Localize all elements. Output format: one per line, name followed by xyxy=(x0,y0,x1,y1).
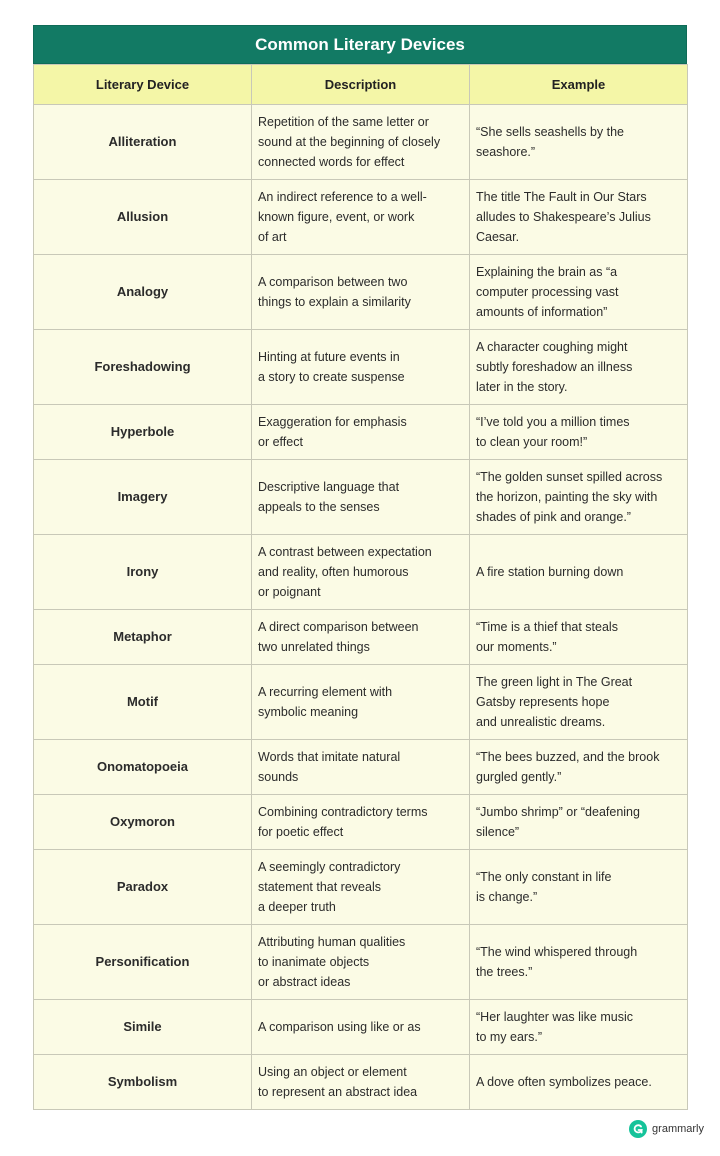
table-row xyxy=(34,180,688,255)
example-cell xyxy=(470,795,688,850)
example-cell xyxy=(470,610,688,665)
device-name-cell: Personification xyxy=(34,925,252,1000)
example-cell xyxy=(470,180,688,255)
description-line: to inanimate objects xyxy=(258,955,370,969)
description-line: Words that imitate natural xyxy=(258,750,401,764)
example-line: Caesar. xyxy=(476,230,520,244)
description-line: A comparison using like or as xyxy=(258,1020,421,1034)
grammarly-logo xyxy=(629,1120,704,1138)
description-line: connected words for effect xyxy=(258,155,405,169)
table-row xyxy=(34,610,688,665)
description-line: A direct comparison between xyxy=(258,620,419,634)
description-line: of art xyxy=(258,230,287,244)
example-line: Gatsby represents hope xyxy=(476,695,610,709)
example-line: amounts of information” xyxy=(476,305,608,319)
device-name-cell: Hyperbole xyxy=(34,405,252,460)
description-line: to represent an abstract idea xyxy=(258,1085,418,1099)
description-line: Descriptive language that xyxy=(258,480,400,494)
description-line: statement that reveals xyxy=(258,880,381,894)
table-row xyxy=(34,665,688,740)
example-line: The title The Fault in Our Stars xyxy=(476,190,647,204)
header-description: Description xyxy=(252,65,470,105)
example-line: The green light in The Great xyxy=(476,675,633,689)
device-name-cell: Paradox xyxy=(34,850,252,925)
example-line: to my ears.” xyxy=(476,1030,542,1044)
device-name-cell: Symbolism xyxy=(34,1055,252,1110)
description-line: sounds xyxy=(258,770,299,784)
device-name-cell: Allusion xyxy=(34,180,252,255)
example-cell xyxy=(470,740,688,795)
example-cell xyxy=(470,925,688,1000)
example-line: “Jumbo shrimp” or “deafening xyxy=(476,805,640,819)
description-cell xyxy=(252,1055,470,1110)
literary-devices-table-container xyxy=(33,25,687,1110)
example-line: our moments.” xyxy=(476,640,557,654)
device-name-cell: Foreshadowing xyxy=(34,330,252,405)
device-name-cell: Alliteration xyxy=(34,105,252,180)
description-line: sound at the beginning of closely xyxy=(258,135,441,149)
example-line: seashore.” xyxy=(476,145,536,159)
device-name-cell: Metaphor xyxy=(34,610,252,665)
example-line: silence” xyxy=(476,825,520,839)
description-line: A seemingly contradictory xyxy=(258,860,401,874)
example-line: A character coughing might xyxy=(476,340,628,354)
example-line: Explaining the brain as “a xyxy=(476,265,618,279)
example-line: the trees.” xyxy=(476,965,533,979)
example-line: alludes to Shakespeare’s Julius xyxy=(476,210,651,224)
device-name-cell: Onomatopoeia xyxy=(34,740,252,795)
description-cell xyxy=(252,925,470,1000)
device-name-cell: Simile xyxy=(34,1000,252,1055)
grammarly-g-icon xyxy=(629,1120,647,1138)
example-cell xyxy=(470,330,688,405)
table-row xyxy=(34,925,688,1000)
table-row xyxy=(34,740,688,795)
description-cell xyxy=(252,405,470,460)
description-line: or poignant xyxy=(258,585,321,599)
table-row xyxy=(34,795,688,850)
header-example: Example xyxy=(470,65,688,105)
table-row xyxy=(34,405,688,460)
example-cell xyxy=(470,255,688,330)
example-line: “I’ve told you a million times xyxy=(476,415,630,429)
table-row xyxy=(34,850,688,925)
description-cell xyxy=(252,850,470,925)
example-cell xyxy=(470,535,688,610)
description-line: Combining contradictory terms xyxy=(258,805,428,819)
example-line: A dove often symbolizes peace. xyxy=(476,1075,652,1089)
description-cell xyxy=(252,795,470,850)
example-line: subtly foreshadow an illness xyxy=(476,360,633,374)
device-name-cell: Oxymoron xyxy=(34,795,252,850)
description-line: Using an object or element xyxy=(258,1065,407,1079)
device-name-cell: Motif xyxy=(34,665,252,740)
description-line: a story to create suspense xyxy=(258,370,405,384)
description-line: A recurring element with xyxy=(258,685,393,699)
description-cell xyxy=(252,180,470,255)
header-literary-device: Literary Device xyxy=(34,65,252,105)
description-line: or abstract ideas xyxy=(258,975,351,989)
table-row xyxy=(34,1055,688,1110)
table-body xyxy=(34,105,688,1110)
description-line: for poetic effect xyxy=(258,825,344,839)
description-line: An indirect reference to a well- xyxy=(258,190,427,204)
example-cell xyxy=(470,1055,688,1110)
example-line: is change.” xyxy=(476,890,538,904)
description-line: and reality, often humorous xyxy=(258,565,409,579)
example-cell xyxy=(470,665,688,740)
description-cell xyxy=(252,460,470,535)
example-cell xyxy=(470,1000,688,1055)
description-line: A contrast between expectation xyxy=(258,545,432,559)
example-cell xyxy=(470,105,688,180)
description-line: things to explain a similarity xyxy=(258,295,411,309)
description-cell xyxy=(252,255,470,330)
description-cell xyxy=(252,740,470,795)
description-cell xyxy=(252,330,470,405)
table-row xyxy=(34,330,688,405)
table-row xyxy=(34,105,688,180)
table-row xyxy=(34,460,688,535)
description-line: two unrelated things xyxy=(258,640,370,654)
table-row xyxy=(34,255,688,330)
table-title: Common Literary Devices xyxy=(33,25,687,64)
table-row xyxy=(34,1000,688,1055)
description-line: Exaggeration for emphasis xyxy=(258,415,407,429)
example-line: gurgled gently.” xyxy=(476,770,562,784)
description-line: or effect xyxy=(258,435,303,449)
description-cell xyxy=(252,535,470,610)
example-line: “The golden sunset spilled across xyxy=(476,470,663,484)
example-line: to clean your room!” xyxy=(476,435,588,449)
example-cell xyxy=(470,850,688,925)
example-line: A fire station burning down xyxy=(476,565,624,579)
table-row xyxy=(34,535,688,610)
device-name-cell: Irony xyxy=(34,535,252,610)
device-name-cell: Analogy xyxy=(34,255,252,330)
example-line: shades of pink and orange.” xyxy=(476,510,631,524)
description-line: Attributing human qualities xyxy=(258,935,406,949)
example-cell xyxy=(470,405,688,460)
header-row xyxy=(34,65,688,105)
example-line: “Her laughter was like music xyxy=(476,1010,633,1024)
literary-devices-table xyxy=(33,64,688,1110)
grammarly-wordmark: grammarly xyxy=(652,1123,704,1135)
description-line: Repetition of the same letter or xyxy=(258,115,429,129)
example-line: “She sells seashells by the xyxy=(476,125,624,139)
example-line: “The wind whispered through xyxy=(476,945,638,959)
description-cell xyxy=(252,665,470,740)
description-line: appeals to the senses xyxy=(258,500,380,514)
example-line: computer processing vast xyxy=(476,285,619,299)
description-cell xyxy=(252,105,470,180)
device-name-cell: Imagery xyxy=(34,460,252,535)
description-line: Hinting at future events in xyxy=(258,350,400,364)
example-line: and unrealistic dreams. xyxy=(476,715,606,729)
description-line: symbolic meaning xyxy=(258,705,359,719)
example-line: “Time is a thief that steals xyxy=(476,620,618,634)
example-cell xyxy=(470,460,688,535)
example-line: “The only constant in life xyxy=(476,870,612,884)
description-line: known figure, event, or work xyxy=(258,210,415,224)
example-line: the horizon, painting the sky with xyxy=(476,490,658,504)
description-line: A comparison between two xyxy=(258,275,408,289)
example-line: later in the story. xyxy=(476,380,568,394)
description-line: a deeper truth xyxy=(258,900,336,914)
description-cell xyxy=(252,610,470,665)
description-cell xyxy=(252,1000,470,1055)
example-line: “The bees buzzed, and the brook xyxy=(476,750,660,764)
